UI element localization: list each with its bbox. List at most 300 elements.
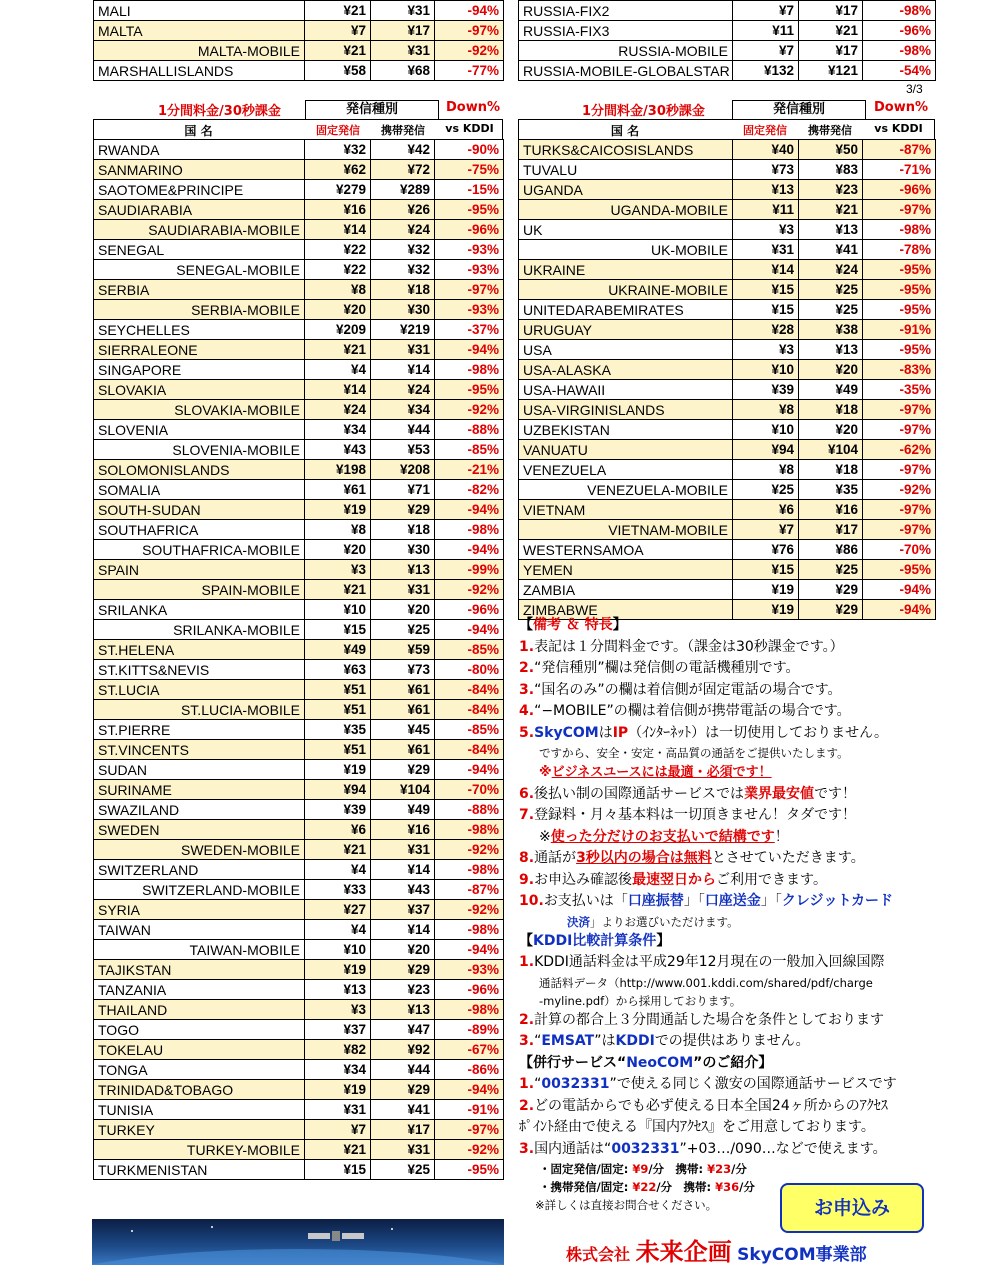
- fixed-rate-cell: ¥8: [305, 520, 371, 540]
- rate-table-top-left: [93, 0, 504, 81]
- down-percent-cell: -97%: [435, 280, 504, 300]
- mobile-rate-cell: ¥18: [799, 460, 863, 480]
- mobile-rate-cell: ¥23: [371, 980, 435, 1000]
- fixed-rate-cell: ¥39: [305, 800, 371, 820]
- mobile-rate-cell: ¥34: [371, 400, 435, 420]
- table-row: [94, 160, 504, 180]
- fixed-rate-cell: ¥33: [305, 880, 371, 900]
- table-row: [94, 240, 504, 260]
- down-percent-cell: -88%: [435, 800, 504, 820]
- down-percent-cell: -93%: [435, 240, 504, 260]
- note-9: 9.お申込み確認後最速翌日からご利用できます。: [519, 871, 827, 888]
- down-percent-cell: -94%: [863, 580, 936, 600]
- country-cell: SINGAPORE: [94, 360, 305, 380]
- country-cell: SRILANKA: [94, 600, 305, 620]
- down-percent-cell: -98%: [435, 360, 504, 380]
- table-row: [94, 920, 504, 940]
- mobile-rate-cell: ¥29: [371, 500, 435, 520]
- down-percent-cell: -96%: [435, 600, 504, 620]
- country-cell: SUDAN: [94, 760, 305, 780]
- mobile-rate-cell: ¥61: [371, 700, 435, 720]
- down-percent-cell: -91%: [863, 320, 936, 340]
- country-cell: UGANDA-MOBILE: [519, 200, 733, 220]
- table-row: [94, 1140, 504, 1160]
- mobile-rate-cell: ¥30: [371, 300, 435, 320]
- table-row: [94, 200, 504, 220]
- table-row: [94, 640, 504, 660]
- country-cell: ST.LUCIA-MOBILE: [94, 700, 305, 720]
- fixed-rate-cell: ¥8: [305, 280, 371, 300]
- apply-button[interactable]: お申込み: [780, 1183, 924, 1233]
- country-cell: SAOTOME&PRINCIPE: [94, 180, 305, 200]
- country-cell: ST.KITTS&NEVIS: [94, 660, 305, 680]
- down-percent-cell: -92%: [435, 900, 504, 920]
- table-row: [519, 460, 936, 480]
- rate-table-body: [519, 140, 936, 620]
- mobile-rate-cell: ¥29: [371, 960, 435, 980]
- down-percent-cell: -95%: [863, 560, 936, 580]
- country-cell: USA-ALASKA: [519, 360, 733, 380]
- down-percent-cell: -95%: [863, 340, 936, 360]
- country-cell: UNITEDARABEMIRATES: [519, 300, 733, 320]
- table-row: [94, 260, 504, 280]
- mobile-rate-cell: ¥20: [799, 420, 863, 440]
- country-cell: SENEGAL: [94, 240, 305, 260]
- mobile-rate-cell: ¥61: [371, 740, 435, 760]
- notes-section: [519, 615, 979, 1214]
- fixed-rate-cell: ¥21: [305, 340, 371, 360]
- country-cell: UGANDA: [519, 180, 733, 200]
- mobile-rate-cell: ¥25: [371, 620, 435, 640]
- down-percent-cell: -99%: [435, 560, 504, 580]
- table-row: [94, 320, 504, 340]
- country-cell: TOKELAU: [94, 1040, 305, 1060]
- mobile-rate-cell: ¥41: [371, 1100, 435, 1120]
- fixed-rate-cell: ¥15: [305, 620, 371, 640]
- down-percent-cell: -37%: [435, 320, 504, 340]
- fixed-rate-cell: ¥28: [733, 320, 799, 340]
- fixed-rate-cell: ¥11: [733, 21, 799, 41]
- fixed-rate-cell: ¥37: [305, 1020, 371, 1040]
- fixed-rate-cell: ¥6: [733, 500, 799, 520]
- country-cell: TURKEY: [94, 1120, 305, 1140]
- mobile-rate-cell: ¥49: [371, 800, 435, 820]
- mobile-rate-cell: ¥29: [371, 760, 435, 780]
- mobile-rate-cell: ¥17: [371, 21, 435, 41]
- country-cell: SOLOMONISLANDS: [94, 460, 305, 480]
- table-row: [94, 900, 504, 920]
- mobile-rate-cell: ¥18: [799, 400, 863, 420]
- mobile-rate-cell: ¥35: [799, 480, 863, 500]
- fixed-rate-cell: ¥3: [305, 560, 371, 580]
- country-cell: SEYCHELLES: [94, 320, 305, 340]
- table-row: [94, 620, 504, 640]
- mobile-rate-cell: ¥31: [371, 41, 435, 61]
- table-row: [519, 320, 936, 340]
- down-percent-cell: -93%: [435, 300, 504, 320]
- fixed-rate-cell: ¥76: [733, 540, 799, 560]
- fixed-rate-cell: ¥94: [733, 440, 799, 460]
- country-cell: SWEDEN: [94, 820, 305, 840]
- country-cell: SERBIA-MOBILE: [94, 300, 305, 320]
- mobile-rate-cell: ¥92: [371, 1040, 435, 1060]
- table-row: [94, 220, 504, 240]
- mobile-rate-cell: ¥32: [371, 240, 435, 260]
- down-percent-cell: -97%: [435, 1120, 504, 1140]
- country-cell: RWANDA: [94, 140, 305, 160]
- country-cell: TAIWAN-MOBILE: [94, 940, 305, 960]
- table-row: [94, 61, 504, 81]
- header-frame-right: [518, 119, 935, 139]
- table-row: [94, 380, 504, 400]
- country-cell: RUSSIA-FIX2: [519, 1, 733, 21]
- mobile-rate-cell: ¥25: [799, 280, 863, 300]
- fixed-rate-cell: ¥15: [733, 560, 799, 580]
- table-row: [94, 760, 504, 780]
- neocom-title: 【併行サービス“NeoCOM”のご紹介】: [519, 1054, 773, 1071]
- country-cell: SENEGAL-MOBILE: [94, 260, 305, 280]
- country-cell: SANMARINO: [94, 160, 305, 180]
- fixed-rate-cell: ¥10: [305, 600, 371, 620]
- fixed-rate-cell: ¥20: [305, 540, 371, 560]
- table-row: [94, 740, 504, 760]
- fixed-rate-cell: ¥15: [733, 300, 799, 320]
- country-cell: SWAZILAND: [94, 800, 305, 820]
- fixed-rate-cell: ¥132: [733, 61, 799, 81]
- kddi-1-cont2: -myline.pdf）から採用しております。: [539, 993, 742, 1008]
- country-cell: TONGA: [94, 1060, 305, 1080]
- country-cell: TOGO: [94, 1020, 305, 1040]
- mobile-rate-cell: ¥41: [799, 240, 863, 260]
- mobile-rate-cell: ¥20: [371, 600, 435, 620]
- fixed-rate-cell: ¥20: [305, 300, 371, 320]
- neo-2: 2.どの電話からでも必ず使える日本全国24ヶ所からのｱｸｾｽ: [519, 1097, 888, 1114]
- down-label: Down%: [446, 100, 501, 115]
- table-row: [519, 61, 936, 81]
- country-cell: VIETNAM-MOBILE: [519, 520, 733, 540]
- fixed-rate-cell: ¥19: [733, 600, 799, 620]
- fixed-rate-cell: ¥22: [305, 260, 371, 280]
- fixed-rate-cell: ¥58: [305, 61, 371, 81]
- country-cell: SAUDIARABIA-MOBILE: [94, 220, 305, 240]
- table-row: [94, 680, 504, 700]
- country-cell: SLOVENIA-MOBILE: [94, 440, 305, 460]
- price-line-1: ・固定発信/固定: ¥9/分 携帯: ¥23/分: [539, 1162, 747, 1176]
- table-row: [94, 660, 504, 680]
- mobile-rate-cell: ¥50: [799, 140, 863, 160]
- country-cell: TUVALU: [519, 160, 733, 180]
- country-cell: SLOVAKIA: [94, 380, 305, 400]
- mobile-rate-cell: ¥83: [799, 160, 863, 180]
- down-percent-cell: -83%: [863, 360, 936, 380]
- country-cell: ZAMBIA: [519, 580, 733, 600]
- fixed-rate-cell: ¥13: [733, 180, 799, 200]
- kddi-3: 3.“EMSAT”はKDDIでの提供はありません。: [519, 1033, 810, 1049]
- mobile-rate-cell: ¥13: [799, 220, 863, 240]
- country-cell: VENEZUELA-MOBILE: [519, 480, 733, 500]
- note-10-cont: 決済」よりお選びいただけます。: [567, 914, 739, 929]
- table-row: [94, 880, 504, 900]
- rate-table-body: [519, 1, 936, 81]
- down-percent-cell: -87%: [863, 140, 936, 160]
- mobile-rate-cell: ¥14: [371, 860, 435, 880]
- fixed-rate-cell: ¥4: [305, 360, 371, 380]
- table-row: [519, 420, 936, 440]
- table-row: [519, 260, 936, 280]
- country-cell: WESTERNSAMOA: [519, 540, 733, 560]
- page-number: 3/3: [906, 82, 923, 96]
- rate-table-top-right: [518, 0, 936, 81]
- fixed-rate-cell: ¥61: [305, 480, 371, 500]
- rate-table-body: [94, 140, 504, 1180]
- mobile-rate-cell: ¥31: [371, 580, 435, 600]
- country-cell: MALTA-MOBILE: [94, 41, 305, 61]
- down-percent-cell: -67%: [435, 1040, 504, 1060]
- mobile-rate-cell: ¥43: [371, 880, 435, 900]
- country-cell: SYRIA: [94, 900, 305, 920]
- down-percent-cell: -92%: [435, 840, 504, 860]
- down-percent-cell: -92%: [435, 1140, 504, 1160]
- down-percent-cell: -96%: [435, 980, 504, 1000]
- country-cell: SLOVENIA: [94, 420, 305, 440]
- mobile-rate-cell: ¥29: [371, 1080, 435, 1100]
- country-cell: ST.HELENA: [94, 640, 305, 660]
- down-percent-cell: -94%: [435, 620, 504, 640]
- down-percent-cell: -96%: [863, 21, 936, 41]
- mobile-rate-cell: ¥26: [371, 200, 435, 220]
- country-cell: SPAIN-MOBILE: [94, 580, 305, 600]
- down-percent-cell: -70%: [435, 780, 504, 800]
- table-row: [519, 21, 936, 41]
- table-row: [94, 340, 504, 360]
- fixed-rate-cell: ¥14: [305, 220, 371, 240]
- country-cell: UKRAINE-MOBILE: [519, 280, 733, 300]
- mobile-rate-cell: ¥13: [371, 1000, 435, 1020]
- country-cell: UKRAINE: [519, 260, 733, 280]
- table-row: [94, 1000, 504, 1020]
- fixed-rate-cell: ¥3: [733, 340, 799, 360]
- country-cell: VENEZUELA: [519, 460, 733, 480]
- country-cell: TURKMENISTAN: [94, 1160, 305, 1180]
- table-row: [94, 520, 504, 540]
- country-cell: SOUTHAFRICA-MOBILE: [94, 540, 305, 560]
- mobile-rate-cell: ¥31: [371, 1, 435, 21]
- fixed-rate-cell: ¥7: [733, 41, 799, 61]
- fixed-rate-cell: ¥73: [733, 160, 799, 180]
- table-row: [94, 280, 504, 300]
- mobile-rate-cell: ¥17: [799, 41, 863, 61]
- table-row: [519, 380, 936, 400]
- down-percent-cell: -98%: [435, 920, 504, 940]
- fixed-rate-cell: ¥11: [733, 200, 799, 220]
- mobile-rate-cell: ¥59: [371, 640, 435, 660]
- mobile-rate-cell: ¥47: [371, 1020, 435, 1040]
- note-5: 5.SkyCOMはIP（ｲﾝﾀｰﾈｯﾄ）は一切使用しておりません。: [519, 724, 889, 741]
- note-4: 4.“−MOBILE”の欄は着信側が携帯電話の場合です。: [519, 703, 851, 719]
- mobile-rate-cell: ¥44: [371, 420, 435, 440]
- fixed-rate-cell: ¥34: [305, 420, 371, 440]
- fixed-rate-cell: ¥25: [733, 480, 799, 500]
- country-cell: USA: [519, 340, 733, 360]
- mobile-rate-cell: ¥68: [371, 61, 435, 81]
- remarks-title: 【備考 ＆ 特長】: [519, 617, 627, 633]
- down-percent-cell: -93%: [435, 960, 504, 980]
- down-percent-cell: -90%: [435, 140, 504, 160]
- down-percent-cell: -85%: [435, 640, 504, 660]
- table-row: [94, 800, 504, 820]
- mobile-rate-cell: ¥53: [371, 440, 435, 460]
- kddi-2: 2.計算の都合上３分間通話した場合を条件としております: [519, 1011, 885, 1028]
- fixed-rate-cell: ¥39: [733, 380, 799, 400]
- fixed-rate-cell: ¥19: [305, 1080, 371, 1100]
- down-percent-cell: -92%: [435, 580, 504, 600]
- country-cell: TAJIKSTAN: [94, 960, 305, 980]
- country-cell: SWITZERLAND: [94, 860, 305, 880]
- country-cell: SWEDEN-MOBILE: [94, 840, 305, 860]
- country-cell: TUNISIA: [94, 1100, 305, 1120]
- fixed-rate-cell: ¥21: [305, 41, 371, 61]
- table-row: [94, 940, 504, 960]
- table-row: [94, 820, 504, 840]
- price-line-2: ・携帯発信/固定: ¥22/分 携帯: ¥36/分: [539, 1180, 755, 1194]
- country-cell: UK: [519, 220, 733, 240]
- mobile-rate-cell: ¥18: [371, 280, 435, 300]
- mobile-rate-cell: ¥61: [371, 680, 435, 700]
- country-cell: VANUATU: [519, 440, 733, 460]
- down-percent-cell: -82%: [435, 480, 504, 500]
- down-percent-cell: -35%: [863, 380, 936, 400]
- mobile-rate-cell: ¥23: [799, 180, 863, 200]
- fixed-rate-cell: ¥24: [305, 400, 371, 420]
- down-percent-cell: -96%: [863, 180, 936, 200]
- mobile-rate-cell: ¥14: [371, 360, 435, 380]
- fixed-label-right: 固定発信: [743, 124, 787, 137]
- fixed-rate-cell: ¥31: [305, 1100, 371, 1120]
- country-cell: SURINAME: [94, 780, 305, 800]
- country-cell: ZIMBABWE: [519, 600, 733, 620]
- down-percent-cell: -91%: [435, 1100, 504, 1120]
- mobile-rate-cell: ¥17: [799, 1, 863, 21]
- down-label-right: Down%: [874, 100, 929, 115]
- down-percent-cell: -92%: [863, 480, 936, 500]
- country-cell: ST.LUCIA: [94, 680, 305, 700]
- fixed-rate-cell: ¥19: [305, 500, 371, 520]
- note-10: 10.お支払いは「口座振替」「口座送金」「クレジットカード: [519, 893, 894, 909]
- fixed-rate-cell: ¥21: [305, 1140, 371, 1160]
- fixed-rate-cell: ¥6: [305, 820, 371, 840]
- down-percent-cell: -96%: [435, 220, 504, 240]
- mobile-rate-cell: ¥219: [371, 320, 435, 340]
- fixed-rate-cell: ¥35: [305, 720, 371, 740]
- mobile-rate-cell: ¥25: [799, 560, 863, 580]
- note-6: 6.後払い制の国際通話サービスでは業界最安値です！: [519, 785, 857, 802]
- table-row: [94, 1080, 504, 1100]
- fixed-label: 固定発信: [316, 124, 360, 137]
- table-row: [519, 580, 936, 600]
- fixed-rate-cell: ¥3: [733, 220, 799, 240]
- fixed-rate-cell: ¥4: [305, 860, 371, 880]
- country-cell: MARSHALLISLANDS: [94, 61, 305, 81]
- fixed-rate-cell: ¥63: [305, 660, 371, 680]
- table-row: [94, 460, 504, 480]
- down-percent-cell: -97%: [863, 520, 936, 540]
- table-row: [94, 540, 504, 560]
- down-percent-cell: -94%: [435, 940, 504, 960]
- down-percent-cell: -71%: [863, 160, 936, 180]
- mobile-rate-cell: ¥42: [371, 140, 435, 160]
- mobile-rate-cell: ¥45: [371, 720, 435, 740]
- down-percent-cell: -94%: [435, 1080, 504, 1100]
- fixed-rate-cell: ¥10: [305, 940, 371, 960]
- down-percent-cell: -95%: [863, 260, 936, 280]
- country-cell: MALI: [94, 1, 305, 21]
- country-cell: UZBEKISTAN: [519, 420, 733, 440]
- mobile-rate-cell: ¥44: [371, 1060, 435, 1080]
- mobile-rate-cell: ¥17: [371, 1120, 435, 1140]
- fixed-rate-cell: ¥15: [733, 280, 799, 300]
- down-percent-cell: -75%: [435, 160, 504, 180]
- note-5-business: ※ビジネスユースには最適・必須です！: [539, 765, 772, 780]
- table-row: [94, 420, 504, 440]
- down-percent-cell: -88%: [435, 420, 504, 440]
- country-cell: THAILAND: [94, 1000, 305, 1020]
- down-percent-cell: -95%: [863, 280, 936, 300]
- down-percent-cell: -77%: [435, 61, 504, 81]
- table-row: [519, 140, 936, 160]
- down-percent-cell: -94%: [863, 600, 936, 620]
- down-percent-cell: -97%: [863, 500, 936, 520]
- fixed-rate-cell: ¥62: [305, 160, 371, 180]
- mobile-rate-cell: ¥121: [799, 61, 863, 81]
- table-row: [94, 780, 504, 800]
- mobile-rate-cell: ¥14: [371, 920, 435, 940]
- header-frame-left: [93, 119, 503, 139]
- mobile-rate-cell: ¥104: [799, 440, 863, 460]
- fixed-rate-cell: ¥94: [305, 780, 371, 800]
- table-row: [519, 220, 936, 240]
- table-row: [519, 300, 936, 320]
- note-7-cont: ※使った分だけのお支払いで結構です！: [539, 828, 789, 845]
- mobile-rate-cell: ¥18: [371, 520, 435, 540]
- mobile-rate-cell: ¥208: [371, 460, 435, 480]
- down-percent-cell: -80%: [435, 660, 504, 680]
- down-percent-cell: -93%: [435, 260, 504, 280]
- company-name: 株式会社 未来企画 SkyCOM事業部: [566, 1238, 867, 1266]
- mobile-rate-cell: ¥37: [371, 900, 435, 920]
- down-percent-cell: -78%: [863, 240, 936, 260]
- fixed-rate-cell: ¥14: [733, 260, 799, 280]
- down-percent-cell: -98%: [435, 860, 504, 880]
- rate-label-right: 1分間料金/30秒課金: [582, 104, 705, 119]
- mobile-rate-cell: ¥21: [799, 200, 863, 220]
- table-row: [519, 500, 936, 520]
- country-cell: USA-HAWAII: [519, 380, 733, 400]
- table-row: [94, 180, 504, 200]
- table-row: [519, 1, 936, 21]
- table-row: [94, 300, 504, 320]
- fixed-rate-cell: ¥7: [305, 21, 371, 41]
- fixed-rate-cell: ¥51: [305, 740, 371, 760]
- mobile-rate-cell: ¥25: [799, 300, 863, 320]
- mobile-rate-cell: ¥104: [371, 780, 435, 800]
- table-row: [94, 1100, 504, 1120]
- country-cell: URUGUAY: [519, 320, 733, 340]
- country-cell: SPAIN: [94, 560, 305, 580]
- table-row: [94, 560, 504, 580]
- fixed-rate-cell: ¥8: [733, 400, 799, 420]
- mobile-rate-cell: ¥13: [371, 560, 435, 580]
- table-row: [519, 200, 936, 220]
